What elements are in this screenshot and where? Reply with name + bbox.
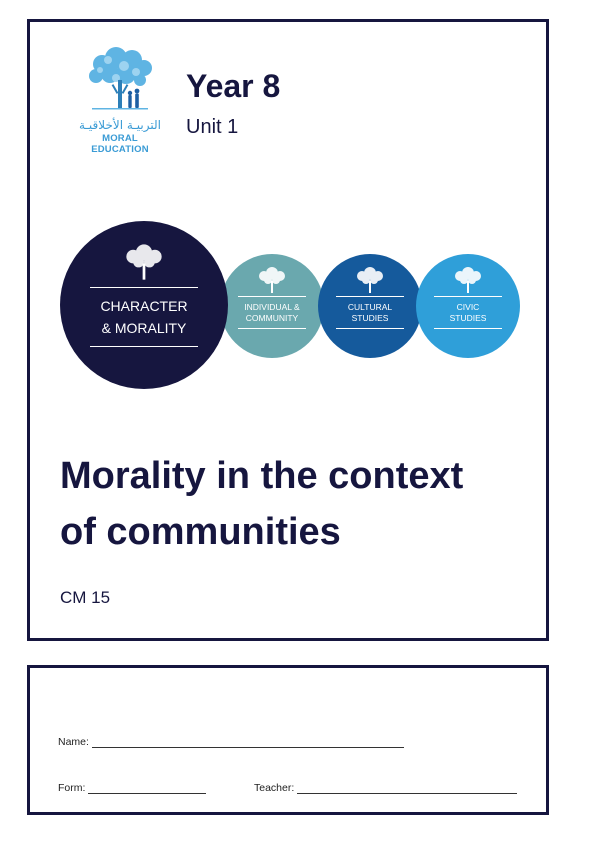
- tree-icon: [252, 266, 292, 294]
- divider: [238, 328, 306, 329]
- pillar-label: CHARACTER & MORALITY: [100, 298, 188, 336]
- pillar-cultural-studies: [318, 254, 422, 358]
- tree-icon: [448, 266, 488, 294]
- unit-code: CM 15: [60, 588, 111, 607]
- student-details-box: [27, 665, 549, 815]
- divider: [336, 296, 404, 297]
- name-field: [58, 736, 404, 748]
- tree-with-figures-icon: [80, 46, 160, 116]
- unit-heading: Unit 1: [186, 116, 239, 138]
- divider: [434, 296, 502, 297]
- divider: [238, 296, 306, 297]
- teacher-field: [254, 782, 517, 794]
- year-heading: Year 8: [186, 68, 281, 104]
- tree-icon: [350, 266, 390, 294]
- logo-arabic-text: التربيـة الأخلاقيـة: [78, 118, 162, 132]
- pillar-label: CIVIC STUDIES: [449, 302, 487, 324]
- cover-frame: [27, 19, 549, 641]
- divider: [336, 328, 404, 329]
- teacher-input-line[interactable]: [297, 782, 517, 794]
- teacher-label: Teacher:: [254, 782, 295, 794]
- form-input-line[interactable]: [88, 782, 206, 794]
- unit-title: Morality in the context of communities: [60, 455, 464, 553]
- name-label: Name:: [58, 736, 89, 748]
- tree-icon: [116, 243, 172, 281]
- form-label: Form:: [58, 782, 86, 794]
- moral-education-logo: [72, 46, 168, 155]
- form-field: [58, 782, 206, 794]
- pillar-label: CULTURAL STUDIES: [347, 302, 393, 324]
- divider: [90, 287, 198, 288]
- pillar-individual-community: [220, 254, 324, 358]
- logo-english-text: MORAL EDUCATION: [91, 133, 149, 155]
- pillar-character-morality: [60, 221, 228, 389]
- name-input-line[interactable]: [92, 736, 404, 748]
- pillar-civic-studies: [416, 254, 520, 358]
- pillar-label: INDIVIDUAL & COMMUNITY: [244, 302, 300, 324]
- divider: [434, 328, 502, 329]
- divider: [90, 346, 198, 347]
